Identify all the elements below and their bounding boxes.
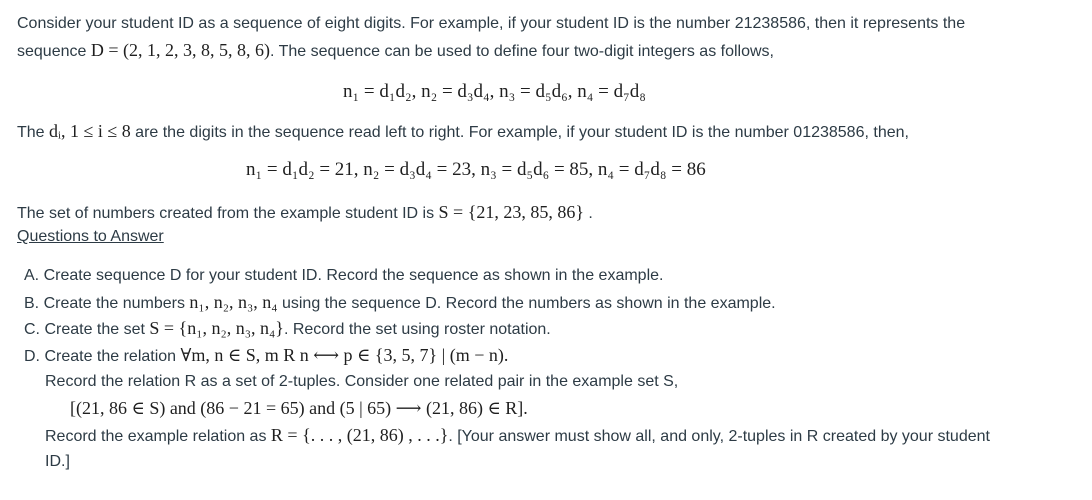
question-d-math: ∀m, n ∈ S, m R n ⟷ p ∈ {3, 5, 7} | (m − n). <box>180 345 509 365</box>
set-post: . <box>583 205 593 222</box>
question-c-pre: C. Create the set <box>24 321 150 338</box>
question-d-sub3 <box>45 425 990 447</box>
digits-line <box>17 121 909 143</box>
definition-equation: n₁ = d₁d₂, n₂ = d₃d₄, n₃ = d₅d₆, n₄ = d₇d₈ <box>343 81 646 102</box>
digits-math: dᵢ, 1 ≤ i ≤ 8 <box>49 121 131 141</box>
question-b <box>24 292 776 314</box>
question-b-post: using the sequence D. Record the numbers as shown in the example. <box>277 295 776 312</box>
question-d-sub1: Record the relation R as a set of 2-tuples. Consider one related pair in the example set S, <box>45 373 679 390</box>
digits-post: are the digits in the sequence read left to right. For example, if your student ID is the number 01238586, then, <box>130 124 909 141</box>
question-d-sub3-math: R = {. . . , (21, 86) , . . .} <box>270 425 449 445</box>
question-d-sub3-post: . [Your answer must show all, and only, 2-tuples in R created by your student <box>448 428 990 445</box>
question-a: A. Create sequence D for your student ID. Record the sequence as shown in the example. <box>24 267 664 284</box>
set-line <box>17 202 593 224</box>
intro-line-2 <box>17 40 774 62</box>
intro-line-1 <box>17 14 965 34</box>
question-b-pre: B. Create the numbers <box>24 295 190 312</box>
question-b-math: n₁, n₂, n₃, n₄ <box>189 292 278 312</box>
question-d <box>24 345 508 367</box>
question-d-sub3-pre: Record the example relation as <box>45 428 271 445</box>
question-c-post: . Record the set using roster notation. <box>283 321 551 338</box>
intro-text-1: Consider your student ID as a sequence of eight digits. For example, if your student ID is the number 21238586, then it represents the <box>17 15 966 32</box>
digits-pre: The <box>17 124 50 141</box>
question-c-math: S = {n₁, n₂, n₃, n₄} <box>149 318 284 338</box>
questions-link[interactable]: Questions to Answer <box>17 228 164 245</box>
question-d-sub2: [(21, 86 ∈ S) and (86 − 21 = 65) and (5 | 65) ⟶ (21, 86) ∈ R]. <box>70 398 528 418</box>
intro-text-2a: sequence <box>17 43 91 60</box>
intro-text-2b: . The sequence can be used to define four two-digit integers as follows, <box>269 43 774 60</box>
example-equation: n₁ = d₁d₂ = 21, n₂ = d₃d₄ = 23, n₃ = d₅d₆ = 85, n₄ = d₇d₈ = 86 <box>246 159 706 180</box>
set-pre: The set of numbers created from the example student ID is <box>17 205 439 222</box>
set-math: S = {21, 23, 85, 86} <box>438 202 584 222</box>
question-c <box>24 318 551 340</box>
question-d-pre: D. Create the relation <box>24 348 181 365</box>
sequence-math: D = (2, 1, 2, 3, 8, 5, 8, 6) <box>90 40 270 60</box>
question-d-sub4: ID.] <box>45 453 70 470</box>
